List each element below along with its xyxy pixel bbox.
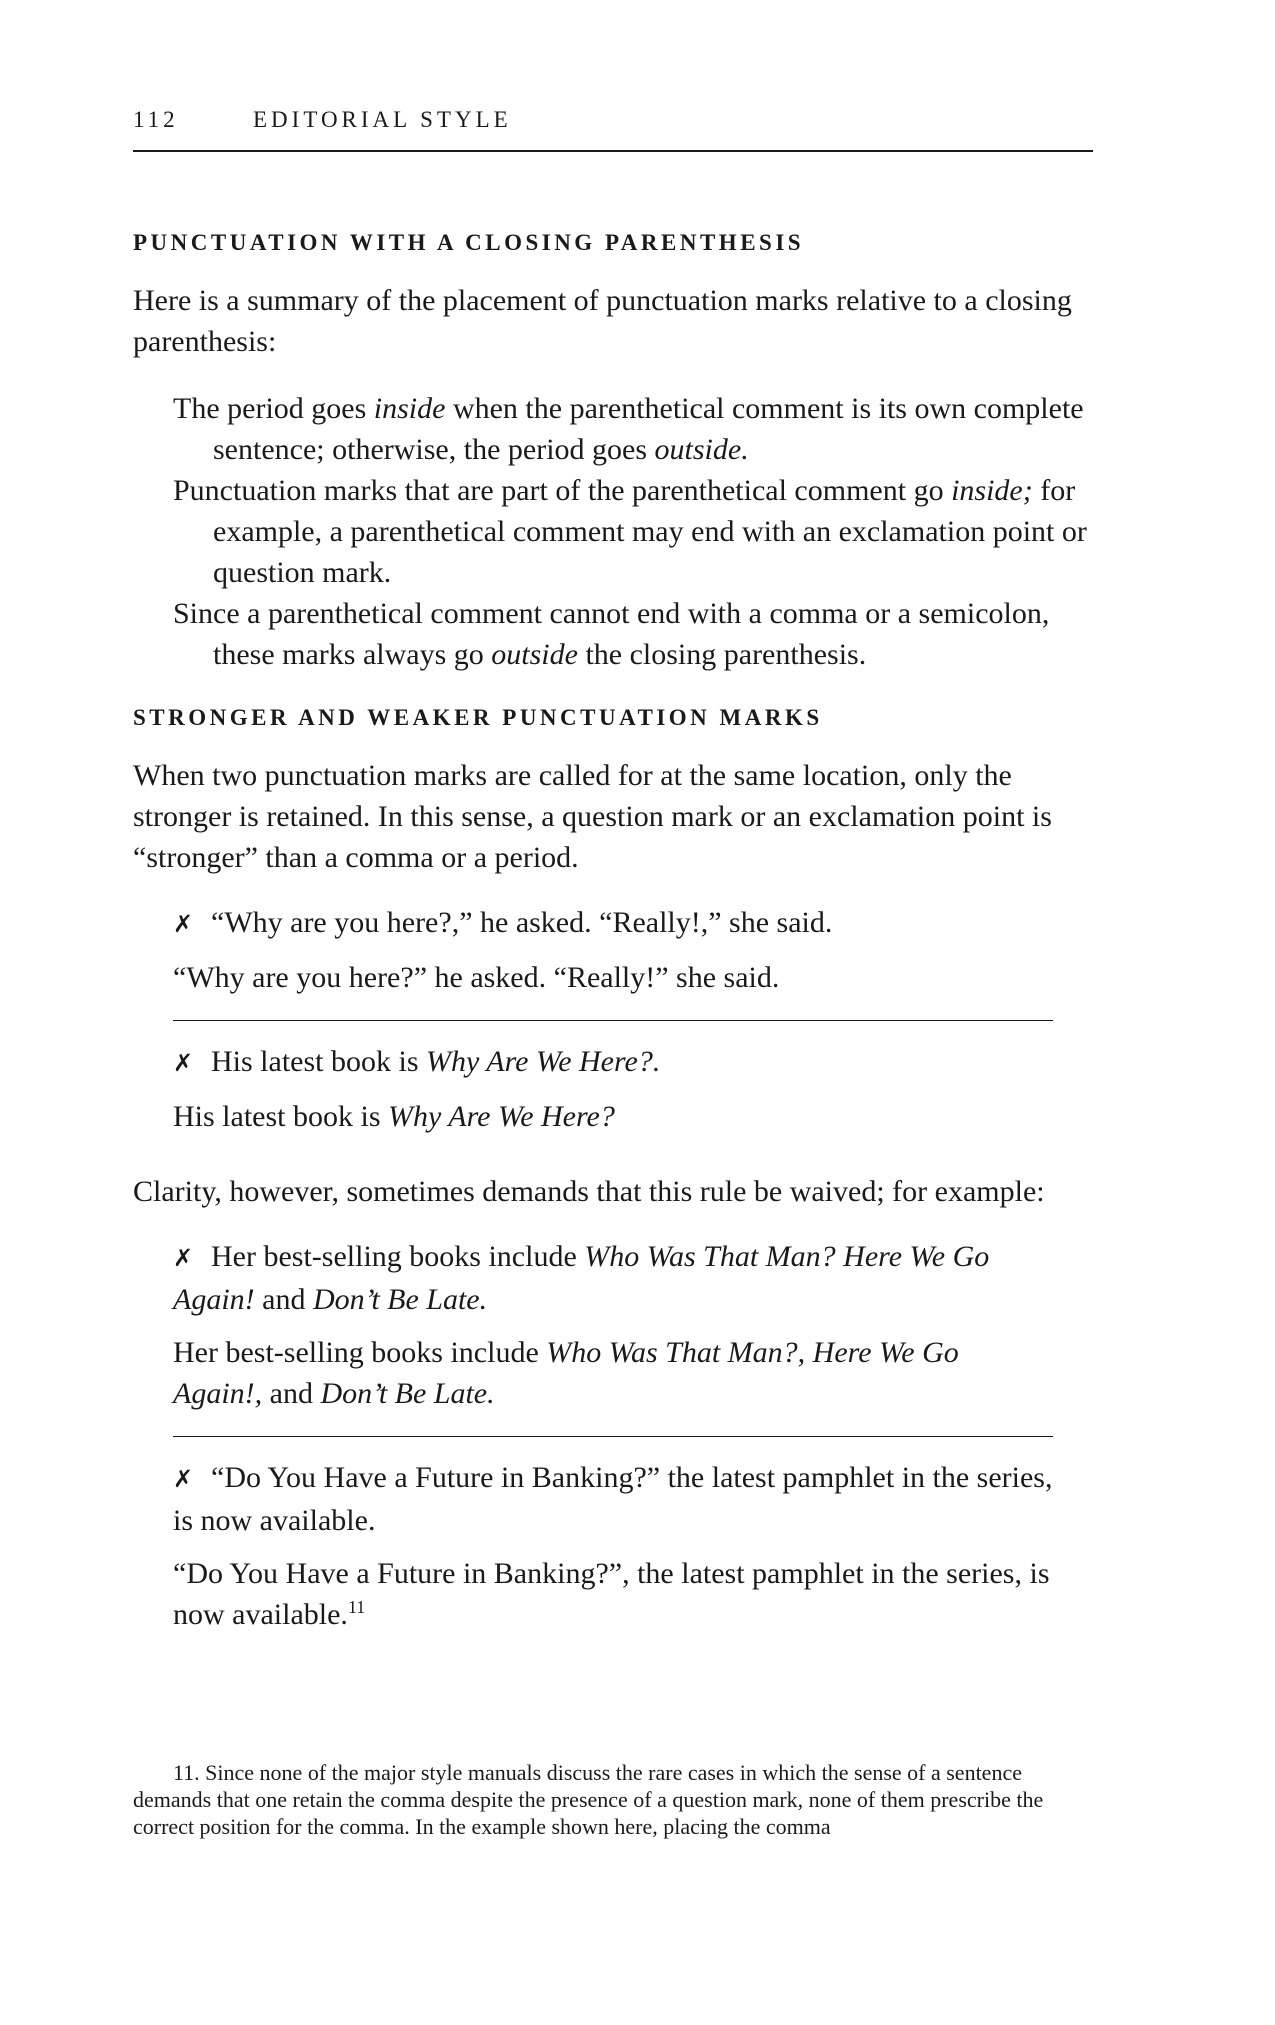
rule-item <box>173 593 1093 675</box>
example-group <box>173 1236 1053 1635</box>
intro-paragraph: Here is a summary of the placement of punctuation marks relative to a closing parenthesis: <box>133 284 1072 358</box>
page-number: 112 <box>133 107 179 132</box>
example-text: and <box>262 1377 321 1410</box>
intro-paragraph: When two punctuation marks are called for at the same location, only the stronger is retained. In this sense, a question mark or an exclamation point is “stronger” than a comma or a period. <box>133 759 1052 874</box>
example-correct: “Why are you here?” he asked. “Really!” she said. <box>173 961 780 994</box>
footnote: 11. Since none of the major style manuals discuss the rare cases in which the sense of a sentence demands that one retain the comma despite the presence of a question mark, none of them prescribe the correct position for the comma. In the example shown here, placing the comma <box>133 1760 1044 1839</box>
section-heading-stronger-weaker: STRONGER AND WEAKER PUNCTUATION MARKS <box>133 705 823 730</box>
example-group <box>173 902 1053 1137</box>
example-wrong <box>173 1457 1053 1541</box>
example-text: “Do You Have a Future in Banking?”, the latest pamphlet in the series, is now available. <box>173 1557 1050 1631</box>
main-content <box>133 228 1093 1635</box>
example-text: “Do You Have a Future in Banking?” the latest pamphlet in the series, is now available. <box>173 1461 1053 1537</box>
example-wrong <box>173 1041 1053 1084</box>
example-wrong <box>173 1236 1053 1320</box>
section-heading-parenthesis: PUNCTUATION WITH A CLOSING PARENTHESIS <box>133 230 805 255</box>
clarity-paragraph: Clarity, however, sometimes demands that this rule be waived; for example: <box>133 1175 1045 1208</box>
rule-emphasis: outside. <box>654 433 749 466</box>
example-text: His latest book is <box>211 1045 426 1078</box>
x-mark-icon: ✗ <box>173 1465 194 1493</box>
rule-text: Since a parenthetical comment cannot end with a comma or a semicolon, these marks always go <box>173 597 1050 671</box>
rule-emphasis: inside <box>373 392 446 425</box>
example-divider <box>173 1020 1053 1021</box>
rule-text: for example, a parenthetical comment may end with an exclamation point or question mark. <box>213 474 1087 589</box>
example-text: His latest book is <box>173 1100 388 1133</box>
example-text: and <box>254 1283 313 1316</box>
example-text: Her best-selling books include <box>211 1240 585 1273</box>
example-correct <box>173 1332 1053 1414</box>
rules-list <box>173 388 1093 675</box>
header-rule <box>133 150 1093 152</box>
example-text: “Why are you here?,” he asked. “Really!,” she said. <box>211 906 833 939</box>
rule-text: Punctuation marks that are part of the parenthetical comment go <box>173 474 952 507</box>
x-mark-icon: ✗ <box>173 910 194 938</box>
running-title: EDITORIAL STYLE <box>253 107 512 132</box>
book-title: Who Was That Man? Here We Go Again! <box>173 1240 990 1316</box>
rule-text: when the parenthetical comment is its own complete sentence; otherwise, the period goes <box>213 392 1084 466</box>
example-text: Her best-selling books include <box>173 1336 547 1369</box>
example-wrong <box>173 902 1053 945</box>
book-title: Who Was That Man?, Here We Go Again!, <box>173 1336 959 1410</box>
example-correct <box>173 1553 1053 1635</box>
footnote-reference[interactable]: 11 <box>347 1597 366 1617</box>
rule-text: the closing parenthesis. <box>577 638 867 671</box>
book-title: Why Are We Here? <box>388 1100 615 1133</box>
rule-emphasis: inside; <box>951 474 1033 507</box>
x-mark-icon: ✗ <box>173 1049 194 1077</box>
example-correct <box>173 1096 1053 1137</box>
rule-item <box>173 388 1093 470</box>
rule-text: The period goes <box>173 392 374 425</box>
book-title: Don’t Be Late. <box>320 1377 495 1410</box>
book-title: Don’t Be Late. <box>312 1283 488 1316</box>
rule-item <box>173 470 1093 593</box>
x-mark-icon: ✗ <box>173 1244 194 1272</box>
rule-emphasis: outside <box>491 638 578 671</box>
book-title: Why Are We Here?. <box>426 1045 661 1078</box>
example-divider <box>173 1436 1053 1437</box>
running-head <box>133 107 1093 133</box>
